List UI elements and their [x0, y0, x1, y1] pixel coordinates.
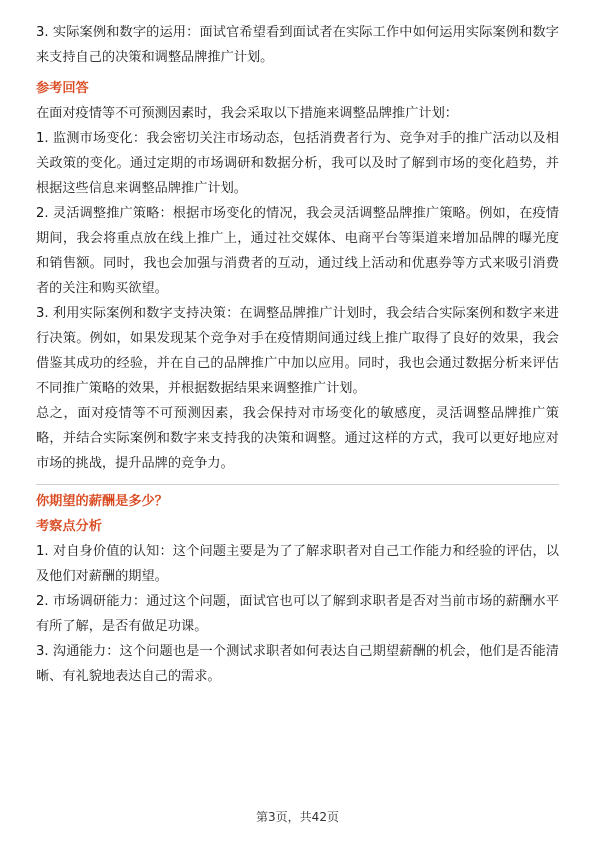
answer-intro: 在面对疫情等不可预测因素时，我会采取以下措施来调整品牌推广计划：	[36, 106, 458, 121]
answer-point-1: 1. 监测市场变化：我会密切关注市场动态，包括消费者行为、竞争对手的推广活动以及相关政策的变化。通过定期的市场调研和数据分析，我可以及时了解到市场的变化趋势，并根据这些信息来调整品牌推广计划。	[36, 131, 559, 196]
answer-point-2: 2. 灵活调整推广策略：根据市场变化的情况，我会灵活调整品牌推广策略。例如，在疫情期间，我会将重点放在线上推广上，通过社交媒体、电商平台等渠道来增加品牌的曝光度和销售额。同时，我也会加强与消费者的互动，通过线上活动和优惠券等方式来吸引消费者的关注和购买欲望。	[36, 206, 559, 296]
analysis-heading: 考察点分析	[36, 519, 102, 534]
question-title: 你期望的薪酬是多少？	[36, 494, 168, 509]
page-number: 第3页，共42页	[256, 810, 339, 824]
analysis-point-3: 3. 沟通能力：这个问题也是一个测试求职者如何表达自己期望薪酬的机会，他们是否能清晰、有礼貌地表达自己的需求。	[36, 644, 559, 684]
question-point-3: 3. 实际案例和数字的运用：面试官希望看到面试者在实际工作中如何运用实际案例和数字来支持自己的决策和调整品牌推广计划。	[36, 25, 559, 65]
page-content	[36, 20, 559, 689]
reference-answer-heading: 参考回答	[36, 81, 89, 96]
answer-summary: 总之，面对疫情等不可预测因素，我会保持对市场变化的敏感度，灵活调整品牌推广策略，并结合实际案例和数字来支持我的决策和调整。通过这样的方式，我可以更好地应对市场的挑战，提升品牌的竞争力。	[36, 406, 559, 471]
section-divider	[36, 484, 559, 485]
answer-point-3: 3. 利用实际案例和数字支持决策：在调整品牌推广计划时，我会结合实际案例和数字来进行决策。例如，如果发现某个竞争对手在疫情期间通过线上推广取得了良好的效果，我会借鉴其成功的经验，并在自己的品牌推广中加以应用。同时，我也会通过数据分析来评估不同推广策略的效果，并根据数据结果来调整推广计划。	[36, 306, 559, 396]
analysis-point-2: 2. 市场调研能力：通过这个问题，面试官也可以了解到求职者是否对当前市场的薪酬水平有所了解，是否有做足功课。	[36, 594, 559, 634]
analysis-point-1: 1. 对自身价值的认知：这个问题主要是为了了解求职者对自己工作能力和经验的评估，以及他们对薪酬的期望。	[36, 544, 559, 584]
